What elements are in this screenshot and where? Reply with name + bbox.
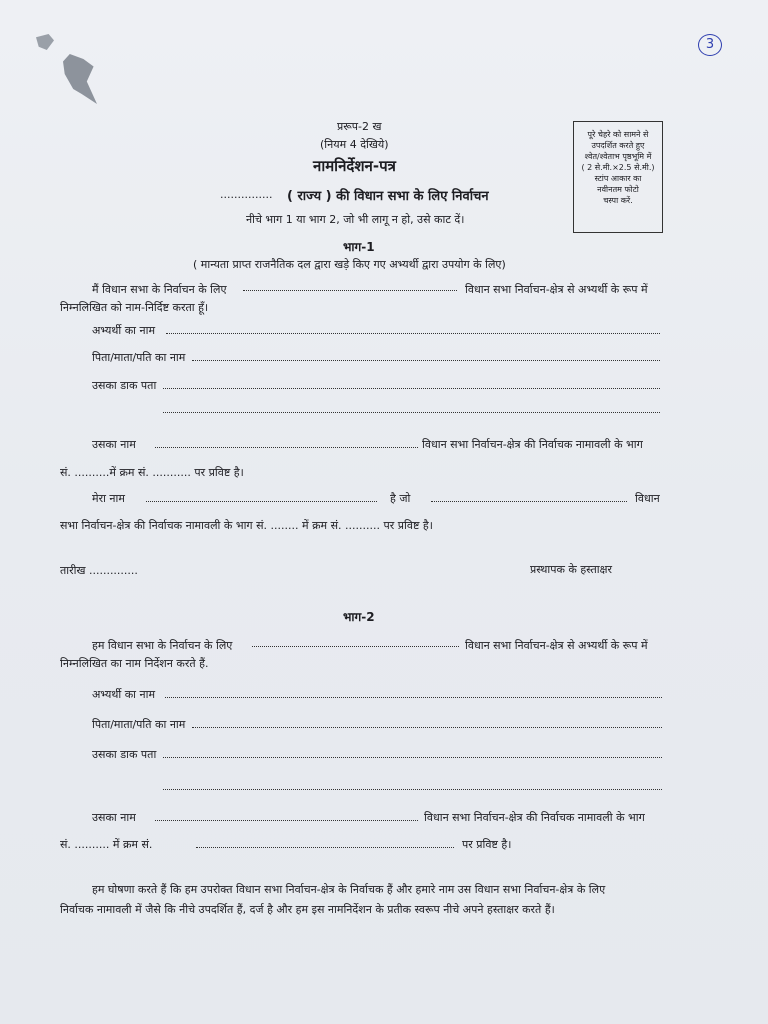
photo-box-line: ( 2 से.मी.×2.5 से.मी.): [581, 163, 655, 172]
part2-heading: भाग-2: [343, 610, 375, 624]
part1-parent-name-label: पिता/माता/पति का नाम: [92, 351, 186, 364]
part2-address-field[interactable]: [163, 757, 662, 758]
part1-heading: भाग-1: [343, 240, 375, 254]
part2-constituency-field[interactable]: [252, 646, 459, 647]
part2-his-name-field[interactable]: [155, 820, 418, 821]
part2-candidate-name-label: अभ्यर्थी का नाम: [92, 688, 156, 701]
my-name-field[interactable]: [146, 501, 377, 502]
form-title: नामनिर्देशन-पत्र: [313, 157, 396, 175]
part2-intro-mid: विधान सभा निर्वाचन-क्षेत्र से अभ्यर्थी के रूप में: [465, 639, 648, 652]
date-field[interactable]: तारीख ..............: [60, 564, 138, 577]
rule-reference: (नियम 4 देखिये): [320, 138, 389, 151]
part1-candidate-name-label: अभ्यर्थी का नाम: [92, 324, 156, 337]
part1-address-label: उसका डाक पता: [92, 379, 157, 392]
part1-address-field-2[interactable]: [163, 412, 660, 413]
part1-roll-text: विधान सभा निर्वाचन-क्षेत्र की निर्वाचक नामावली के भाग: [422, 438, 643, 451]
instruction: नीचे भाग 1 या भाग 2, जो भी लागू न हो, उसे काट दें।: [246, 213, 465, 226]
constituency-field[interactable]: [243, 290, 457, 291]
is-which-text: है जो: [390, 492, 411, 505]
part1-address-field[interactable]: [163, 388, 660, 389]
part2-entered: पर प्रविष्ट है।: [462, 838, 512, 851]
part2-his-name-label: उसका नाम: [92, 811, 136, 824]
vidhan-text: विधान: [635, 492, 660, 505]
photo-box-line: उपदर्शित करते हुए: [591, 141, 645, 150]
photo-box-line: स्टांप आकार का: [594, 174, 642, 183]
declaration-line-2: निर्वाचक नामावली में जैसे कि नीचे उपदर्शित हैं, दर्ज है और हम इस नामनिर्देशन के प्रतीक स्वरूप नीचे अपने हस्ताक्षर करते हैं।: [60, 903, 555, 916]
part1-parent-name-field[interactable]: [192, 360, 660, 361]
part2-address-label: उसका डाक पता: [92, 748, 157, 761]
part1-intro-start: मैं विधान सभा के निर्वाचन के लिए: [92, 283, 227, 296]
part2-intro-start: हम विधान सभा के निर्वाचन के लिए: [92, 639, 233, 652]
part1-serial-line: सं. ..........में क्रम सं. ........... पर प्रविष्ट है।: [60, 466, 244, 479]
part1-candidate-name-field[interactable]: [166, 333, 660, 334]
part2-address-field-2[interactable]: [163, 789, 662, 790]
part1-his-name-field[interactable]: [155, 447, 418, 448]
photo-box-line: पूरे चेहरे को सामने से: [587, 130, 649, 139]
part2-parent-name-label: पिता/माता/पति का नाम: [92, 718, 186, 731]
part1-intro-end: निम्नलिखित को नाम-निर्दिष्ट करता हूँ।: [60, 301, 209, 314]
photo-box-line: श्वेत/श्वेताभ पृष्ठभूमि में: [584, 152, 652, 161]
photo-box-line: नवीनतम फोटो: [597, 185, 639, 194]
part2-serial-field[interactable]: [196, 847, 454, 848]
photo-box-line: चस्पा करें.: [603, 196, 633, 205]
part2-intro-end: निम्नलिखित का नाम निर्देशन करते हैं.: [60, 657, 209, 670]
my-name-label: मेरा नाम: [92, 492, 125, 505]
page-number: 3: [698, 34, 722, 56]
part1-subheading: ( मान्यता प्राप्त राजनैतिक दल द्वारा खड़े किए गए अभ्यर्थी द्वारा उपयोग के लिए): [193, 258, 506, 271]
election-prefix: ...............: [220, 188, 273, 201]
photo-box: [573, 121, 663, 233]
part1-intro-mid: विधान सभा निर्वाचन-क्षेत्र से अभ्यर्थी के रूप में: [465, 283, 648, 296]
part2-roll-text: विधान सभा निर्वाचन-क्षेत्र की निर्वाचक नामावली के भाग: [424, 811, 645, 824]
proposer-signature-label: प्रस्थापक के हस्ताक्षर: [530, 563, 612, 576]
election-title: ( राज्य ) की विधान सभा के लिए निर्वाचन: [287, 189, 489, 204]
part2-parent-name-field[interactable]: [192, 727, 662, 728]
my-constituency-field[interactable]: [431, 501, 627, 502]
part2-serial-start: सं. .......... में क्रम सं.: [60, 838, 153, 851]
my-serial-line: सभा निर्वाचन-क्षेत्र की निर्वाचक नामावली के भाग सं. ........ में क्रम सं. .......... पर प्रविष्ट है।: [60, 519, 433, 532]
part1-his-name-label: उसका नाम: [92, 438, 136, 451]
declaration-line-1: हम घोषणा करते हैं कि हम उपरोक्त विधान सभा निर्वाचन-क्षेत्र के निर्वाचक हैं और हमारे नाम उस विधान सभा निर्वाचन-क्षेत्र के लिए: [92, 883, 606, 896]
part2-candidate-name-field[interactable]: [165, 697, 662, 698]
paper-tear: [36, 34, 54, 50]
form-number: प्ररूप-2 ख: [337, 120, 382, 133]
paper-tear: [63, 54, 97, 104]
